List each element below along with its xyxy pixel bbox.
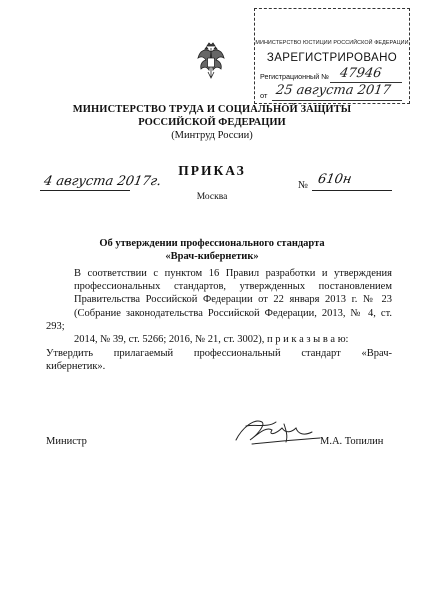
ministry-short-name: (Минтруд России) xyxy=(171,130,253,141)
stamp-date-line xyxy=(272,100,402,101)
order-title: ПРИКАЗ xyxy=(178,163,246,178)
stamp-from-label: от xyxy=(260,91,268,100)
stamp-ministry: МИНИСТЕРСТВО ЮСТИЦИИ РОССИЙСКОЙ ФЕДЕРАЦИИ xyxy=(255,40,409,46)
signer-name: М.А. Топилин xyxy=(320,436,384,447)
stamp-reg-number: 47946 xyxy=(338,66,383,81)
order-city: Москва xyxy=(196,192,228,202)
stamp-reg-label: Регистрационный № xyxy=(260,72,329,81)
ministry-name-line-1: МИНИСТЕРСТВО ТРУДА И СОЦИАЛЬНОЙ ЗАЩИТЫ xyxy=(72,104,352,115)
coat-of-arms-icon xyxy=(196,40,226,82)
order-subject-line-2: «Врач-кибернетик» xyxy=(165,251,259,262)
body-line: В соответствии с пунктом 16 Правил разработки и утверждения xyxy=(74,268,392,279)
order-number-sign: № xyxy=(298,180,309,191)
order-date-line xyxy=(40,190,130,191)
signer-position: Министр xyxy=(46,436,87,447)
body-paragraph-1 xyxy=(46,267,392,346)
body-line: Утвердить прилагаемый профессиональный стандарт «Врач- xyxy=(46,348,392,359)
order-date: 4 августа 2017г. xyxy=(42,174,163,189)
ministry-name-line-2: РОССИЙСКОЙ ФЕДЕРАЦИИ xyxy=(138,117,286,128)
order-subject-line-1: Об утверждении профессионального стандарта xyxy=(99,238,325,249)
signature-icon xyxy=(232,414,332,450)
body-line: профессиональных стандартов, утвержденных постановлением xyxy=(74,281,392,293)
order-number-line xyxy=(312,190,392,191)
stamp-date: 25 августа 2017 xyxy=(274,83,392,98)
order-number: 610н xyxy=(316,172,353,187)
body-paragraph-2 xyxy=(46,347,392,373)
body-line: Правительства Российской Федерации от 22 января 2013 г. № 23 xyxy=(74,294,392,306)
body-line: 2014, № 39, ст. 5266; 2016, № 21, ст. 3002), п р и к а з ы в а ю: xyxy=(74,334,349,346)
body-line: (Собрание законодательства Российской Федерации, 2013, № 4, ст. 293; xyxy=(46,307,392,332)
body-line: кибернетик». xyxy=(46,361,106,373)
stamp-title: ЗАРЕГИСТРИРОВАНО xyxy=(266,52,398,64)
